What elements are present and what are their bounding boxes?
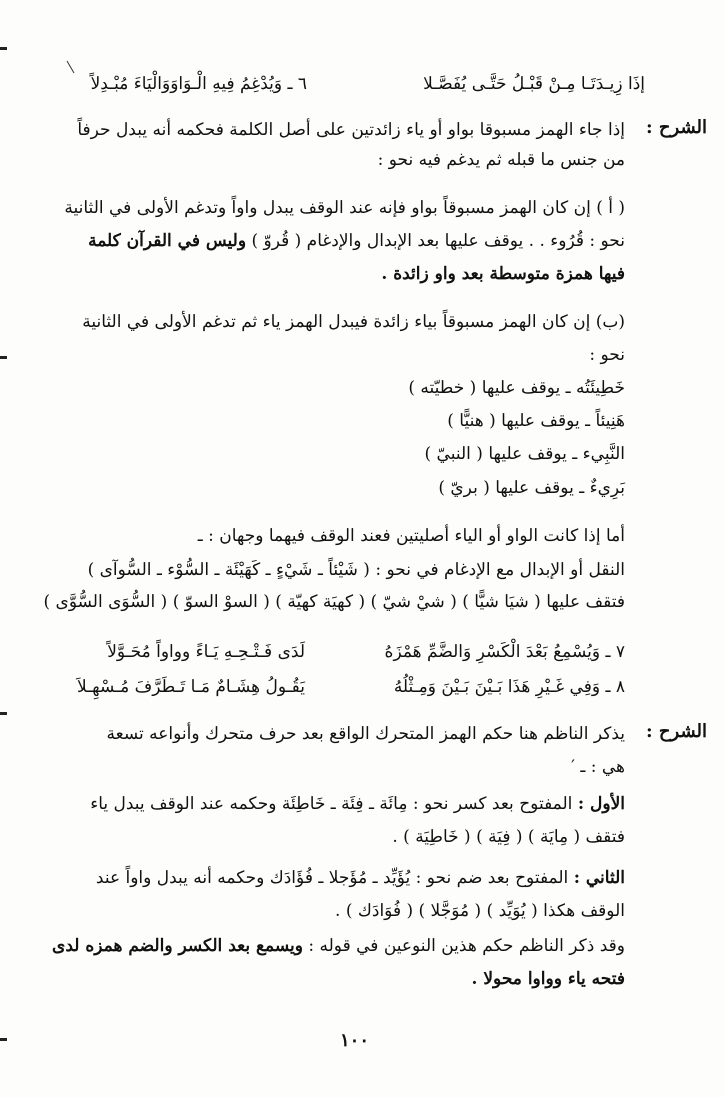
para-b-example-4: بَرِيءٌ ـ يوقف عليها ( بريّ ) [438, 478, 625, 498]
closing-line-1 [52, 934, 625, 958]
pen-tick-mark [67, 61, 75, 74]
margin-mark [0, 1038, 7, 1041]
closing-line-1-bold: ويسمع بعد الكسر والضم همزه لدى [52, 936, 303, 956]
second-label: الثاني : [573, 868, 625, 888]
margin-mark [0, 47, 7, 50]
closing-line-2: فتحه ياء وواوا محولا . [471, 969, 625, 989]
verse-6-right-hemistich: ٦ ـ وَيُدْغِمُ فِيهِ الْـوَاوَوَالْيَاءَ مُبْـدِلاً [90, 74, 307, 94]
para-b-line-1: (ب) إن كان الهمز مسبوقاً بياء زائدة فيبدل الهمز ياء ثم تدغم الأولى في الثانية [82, 312, 625, 332]
first-line-1 [90, 792, 625, 816]
page-number: ١٠٠ [340, 1030, 370, 1051]
verse-8-left-hemistich: يَقُـولُ هِشَـامٌ مَـا تَـطَرَّفَ مُـسْهِـلاَ [76, 677, 305, 697]
sharh-1-line-1: إذا جاء الهمز مسبوقا بواو أو ياء زائدتين على أصل الكلمة فحكمه أنه يبدل حرفاً [77, 120, 625, 140]
verse-6-left-hemistich: إذَا زِيـدَتَـا مِـنْ قَبْـلُ حَتَّـى يُفَصَّـلا [423, 74, 645, 94]
margin-mark [0, 712, 7, 715]
para-a-line-3: فيها همزة متوسطة بعد واو زائدة . [381, 264, 625, 284]
para-a-line-1: ( أ ) إن كان الهمز مسبوقاً بواو فإنه عند الوقف يبدل واواً وتدغم الأولى في الثانية [64, 198, 625, 218]
para-b-example-3: النَّبِيء ـ يوقف عليها ( النبيّ ) [424, 444, 625, 464]
sharh-2-line-2: هي : ـ ′ [571, 757, 625, 777]
second-line-1 [96, 866, 625, 890]
first-line-2: فتقف ( مِايَة ) ( فِيَة ) ( خَاطِيَة ) . [392, 827, 625, 847]
para-a-line-2-bold: وليس في القرآن كلمة [88, 231, 247, 251]
para-b-example-2: هَنِيئاً ـ يوقف عليها ( هنيًّا ) [447, 411, 625, 431]
first-label: الأول : [577, 794, 625, 814]
sharh-2-label: الشرح : [645, 721, 707, 742]
verse-7-left-hemistich: لَدَى فَـتْـحِـهِ يَـاءً وواواً مُحَـوَّلاً [107, 642, 305, 662]
sharh-label: الشرح : [645, 117, 707, 138]
sharh-2-line-1: يذكر الناظم هنا حكم الهمز المتحرك الواقع بعد حرف متحرك وأنواعه تسعة [106, 724, 625, 744]
margin-mark [0, 356, 7, 359]
verse-8-right-hemistich: ٨ ـ وَفِي غَـيْرِ هَذَا بَـيْنَ بَـيْنَ وَمِـثْلُهُ [393, 677, 625, 697]
para-a-line-2-plain: نحو : قُرُوء . . يوقف عليها بعد الإبدال والإدغام ( قُروّ ) [251, 231, 625, 251]
sharh-1-line-2: من جنس ما قبله ثم يدغم فيه نحو : [377, 150, 625, 170]
para-a-line-2 [88, 229, 625, 253]
para-b-line-2: نحو : [589, 345, 625, 365]
second-text: المفتوح بعد ضم نحو : يُؤَيِّد ـ مُؤَجلا ـ فُؤَادَك وحكمه أنه يبدل واواً عند [95, 868, 569, 888]
first-text: المفتوح بعد كسر نحو : مِائَة ـ فِئَة ـ خَاطِئَة وحكمه عند الوقف يبدل ياء [90, 794, 573, 814]
asli-line-1: أما إذا كانت الواو أو الياء أصليتين فعند الوقف فيهما وجهان : ـ [197, 526, 625, 546]
asli-line-2: النقل أو الإبدال مع الإدغام في نحو : ( شَيْئاً ـ شَيْءٍ ـ كَهَيْئَة ـ السُّوْء ـ السُّوآى ) [87, 560, 625, 580]
verse-7-right-hemistich: ٧ ـ وَيُسْمِعُ بَعْدَ الْكَسْرِ وَالضَّمِّ هَمْزَهُ [384, 642, 625, 662]
para-b-example-1: خَطِيئَتُه ـ يوقف عليها ( خطيّته ) [408, 378, 625, 398]
asli-line-3: فتقف عليها ( شيَا شيًّا ) ( شيْ شيّ ) ( كهيَة كهيّة ) ( السوْ السوّ ) ( السُّوَى السُّوَّى ) [43, 592, 625, 612]
second-line-2: الوقف هكذا ( يُوَيِّد ) ( مُوَجَّلا ) ( فُوَادَك ) . [335, 901, 625, 921]
closing-line-1-plain: وقد ذكر الناظم حكم هذين النوعين في قوله : [308, 936, 625, 956]
